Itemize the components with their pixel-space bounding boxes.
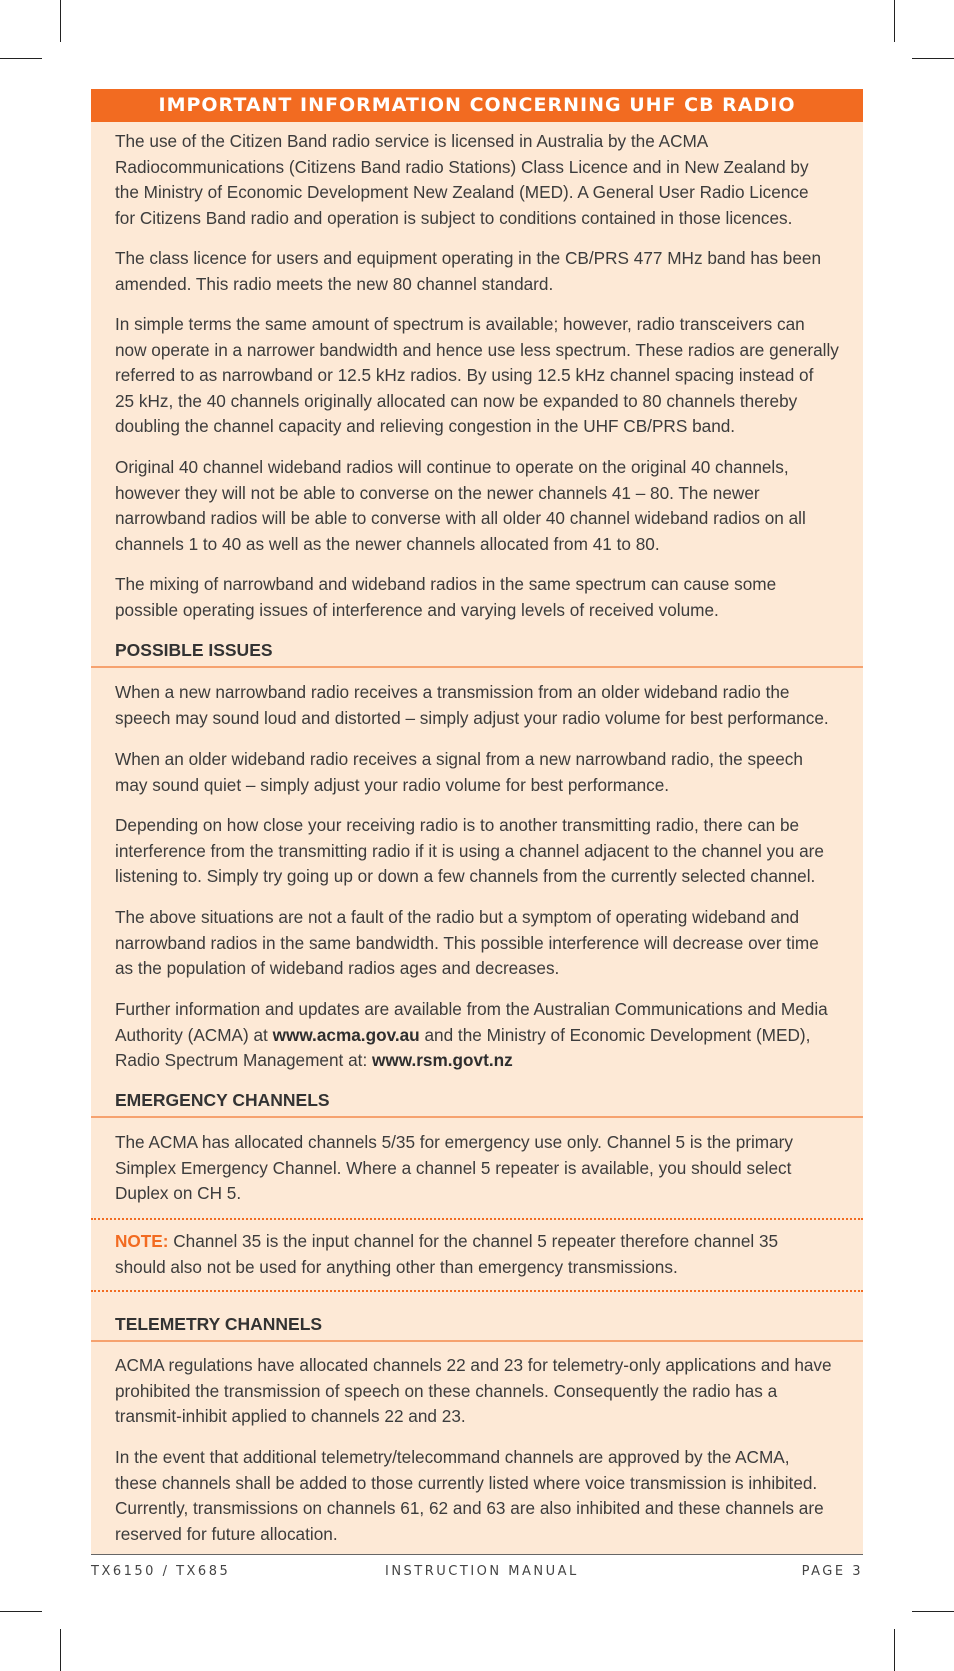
note-text: Channel 35 is the input channel for the channel 5 repeater therefore channel 35 should also not be used for anything other than emergency transmissions. xyxy=(115,1231,779,1277)
telemetry-paragraph-1: ACMA regulations have allocated channels 22 and 23 for telemetry-only applications and have prohibited the transmission of speech on these channels. Consequently the radio has a transmit-inhibit applied to channels 22 and 23. xyxy=(115,1355,832,1426)
intro-paragraph-3: In simple terms the same amount of spectrum is available; however, radio transceivers can now operate in a narrower bandwidth and hence use less spectrum. These radios are generally referred to as narrowband or 12.5 kHz radios. By using 12.5 kHz channel spacing instead of 25 kHz, the 40 channels originally allocated can now be expanded to 80 channels thereby doubling the channel capacity and relieving congestion in the UHF CB/PRS band. xyxy=(115,314,839,436)
issues-paragraph-1: When a new narrowband radio receives a transmission from an older wideband radio the speech may sound loud and distorted – simply adjust your radio volume for best performance. xyxy=(115,682,829,728)
crop-mark xyxy=(894,1629,895,1671)
note-label: NOTE: xyxy=(115,1231,169,1251)
crop-mark xyxy=(894,0,895,42)
intro-paragraph-1: The use of the Citizen Band radio service is licensed in Australia by the ACMA Radiocommunications (Citizens Band radio Stations) Class Licence and in New Zealand by the Ministry of Economic Development New Zealand (MED). A General User Radio Licence for Citizens Band radio and operation is subject to conditions contained in those licences. xyxy=(115,131,809,228)
further-info-text: and the Ministry of Economic Development (MED), Radio Spectrum Management at: xyxy=(115,1024,811,1070)
intro-paragraph-5: The mixing of narrowband and wideband radios in the same spectrum can cause some possible operating issues of interference and varying levels of received volume. xyxy=(115,574,777,620)
intro-paragraph-2: The class licence for users and equipment operating in the CB/PRS 477 MHz band has been amended. This radio meets the new 80 channel standard. xyxy=(115,248,822,294)
crop-mark xyxy=(60,1629,61,1671)
crop-mark xyxy=(912,1611,954,1612)
section-divider xyxy=(91,1340,863,1342)
footer-page-number: PAGE 3 xyxy=(801,1564,863,1579)
crop-mark xyxy=(912,58,954,59)
telemetry-channels-heading: TELEMETRY CHANNELS xyxy=(115,1314,323,1334)
acma-link[interactable]: www.acma.gov.au xyxy=(272,1024,420,1045)
emergency-note xyxy=(115,1229,845,1280)
section-divider xyxy=(91,1116,863,1118)
telemetry-paragraph-2: In the event that additional telemetry/telecommand channels are approved by the ACMA, these channels shall be added to those currently listed where voice transmission is inhibited. Currently, transmissions on channels 61, 62 and 63 are also inhibited and these channels are reserved for future allocation. xyxy=(115,1447,824,1544)
crop-mark xyxy=(0,58,42,59)
possible-issues-heading: POSSIBLE ISSUES xyxy=(115,640,273,660)
emergency-channels-heading: EMERGENCY CHANNELS xyxy=(115,1090,330,1110)
issues-paragraph-3: Depending on how close your receiving radio is to another transmitting radio, there can be interference from the transmitting radio if it is using a channel adjacent to the channel you are listening to. Simply try going up or down a few channels from the currently selected channel. xyxy=(115,815,824,886)
footer-manual-title: INSTRUCTION MANUAL xyxy=(385,1564,579,1579)
issues-paragraph-4: The above situations are not a fault of the radio but a symptom of operating wideband and narrowband radios in the same bandwidth. This possible interference will decrease over time as the population of wideband radios ages and decreases. xyxy=(115,907,819,978)
crop-mark xyxy=(0,1611,42,1612)
issues-paragraph-2: When an older wideband radio receives a signal from a new narrowband radio, the speech may sound quiet – simply adjust your radio volume for best performance. xyxy=(115,749,803,795)
further-info-text: Further information and updates are available from the Australian Communications and Media Authority (ACMA) at xyxy=(115,999,828,1045)
footer-rule xyxy=(91,1554,863,1555)
note-divider-top xyxy=(91,1218,863,1220)
intro-paragraph-4: Original 40 channel wideband radios will continue to operate on the original 40 channels, however they will not be able to converse on the newer channels 41 – 80. The newer narrowband radios will be able to converse with all older 40 channel wideband radios on all channels 1 to 40 as well as the newer channels allocated from 41 to 80. xyxy=(115,457,806,554)
note-divider-bottom xyxy=(91,1290,863,1292)
rsm-link[interactable]: www.rsm.govt.nz xyxy=(372,1050,513,1070)
section-divider xyxy=(91,666,863,668)
further-info-paragraph xyxy=(115,997,845,1074)
crop-mark xyxy=(60,0,61,42)
emergency-paragraph: The ACMA has allocated channels 5/35 for emergency use only. Channel 5 is the primary Simplex Emergency Channel. Where a channel 5 repeater is available, you should select Duplex on CH 5. xyxy=(115,1132,793,1203)
banner-title: IMPORTANT INFORMATION CONCERNING UHF CB RADIO xyxy=(91,89,863,122)
footer-model: TX6150 / TX685 xyxy=(91,1564,231,1579)
